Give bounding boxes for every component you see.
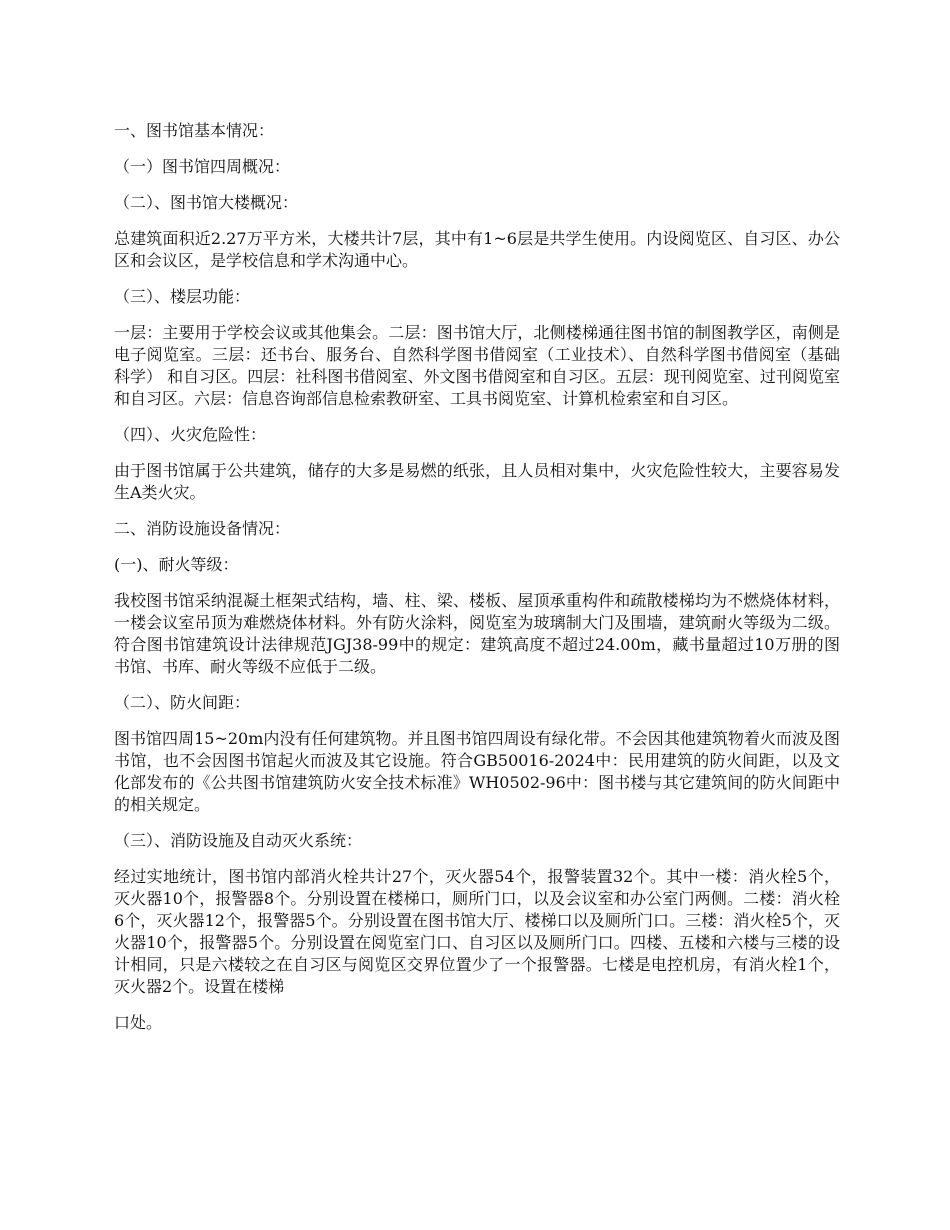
fire-risk-paragraph: 由于图书馆属于公共建筑，储存的大多是易燃的纸张，且人员相对集中，火灾危险性较大，主要容易发生A类火灾。 xyxy=(114,461,840,502)
document-body xyxy=(114,120,840,1048)
floor-functions-paragraph: 一层：主要用于学校会议或其他集会。二层：图书馆大厅，北侧楼梯通往图书馆的制图教学区，南侧是电子阅览室。三层：还书台、服务台、自然科学图书借阅室（工业技术）、自然科学图书借阅室（基础科学） 和自习区。四层：社科图书借阅室、外文图书借阅室和自习区。五层：现刊阅览室、过刊阅览室和自习区。六层：信息咨询部信息检索教研室、工具书阅览室、计算机检索室和自习区。 xyxy=(114,323,840,408)
fire-facilities-continuation: 口处。 xyxy=(114,1013,163,1032)
subsection-heading-building: （二）、图书馆大楼概况： xyxy=(114,193,299,212)
section-heading-1: 一、图书馆基本情况： xyxy=(114,121,275,140)
building-overview-paragraph: 总建筑面积近2.27万平方米，大楼共计7层，其中有1~6层是共学生使用。内设阅览区、自习区、办公区和会议区，是学校信息和学术沟通中心。 xyxy=(114,229,840,270)
subsection-heading-fire-distance: （二）、防火间距： xyxy=(114,693,251,712)
subsection-heading-fire-rating: (一)、耐火等级： xyxy=(114,555,239,574)
subsection-heading-fire-risk: （四）、火灾危险性： xyxy=(114,425,267,444)
fire-rating-paragraph: 我校图书馆采纳混凝土框架式结构，墙、柱、梁、楼板、屋顶承重构件和疏散楼梯均为不燃烧体材料，一楼会议室吊顶为难燃烧体材料。外有防火涂料，阅览室为玻璃制大门及围墙，建筑耐火等级为二级。符合图书馆建筑设计法律规范JGJ38-99中的规定：建筑高度不超过24.00m，藏书量超过10万册的图书馆、书库、耐火等级不应低于二级。 xyxy=(114,591,840,676)
subsection-heading-floor-functions: （三）、楼层功能： xyxy=(114,287,251,306)
fire-facilities-paragraph: 经过实地统计，图书馆内部消火栓共计27个，灭火器54个，报警装置32个。其中一楼：消火栓5个，灭火器10个，报警器8个。分别设置在楼梯口，厕所门口，以及会议室和办公室门两侧。二楼：消火栓6个，灭火器12个，报警器5个。分别设置在图书馆大厅、楼梯口以及厕所门口。三楼：消火栓5个，灭火器10个，报警器5个。分别设置在阅览室门口、自习区以及厕所门口。四楼、五楼和六楼与三楼的设计相同，只是六楼较之在自习区与阅览区交界位置少了一个报警器。七楼是电控机房，有消火栓1个，灭火器2个。设置在楼梯 xyxy=(114,867,840,996)
section-heading-2: 二、消防设施设备情况： xyxy=(114,519,291,538)
subsection-heading-fire-facilities: （三）、消防设施及自动灭火系统： xyxy=(114,831,363,850)
subsection-heading-surroundings: （一）图书馆四周概况： xyxy=(114,157,291,176)
fire-distance-paragraph: 图书馆四周15~20m内没有任何建筑物。并且图书馆四周设有绿化带。不会因其他建筑物着火而波及图书馆，也不会因图书馆起火而波及其它设施。符合GB50016-2024中：民用建筑的防火间距，以及文化部发布的《公共图书馆建筑防火安全技术标准》WH0502-96中：图书楼与其它建筑间的防火间距中的相关规定。 xyxy=(114,729,840,814)
